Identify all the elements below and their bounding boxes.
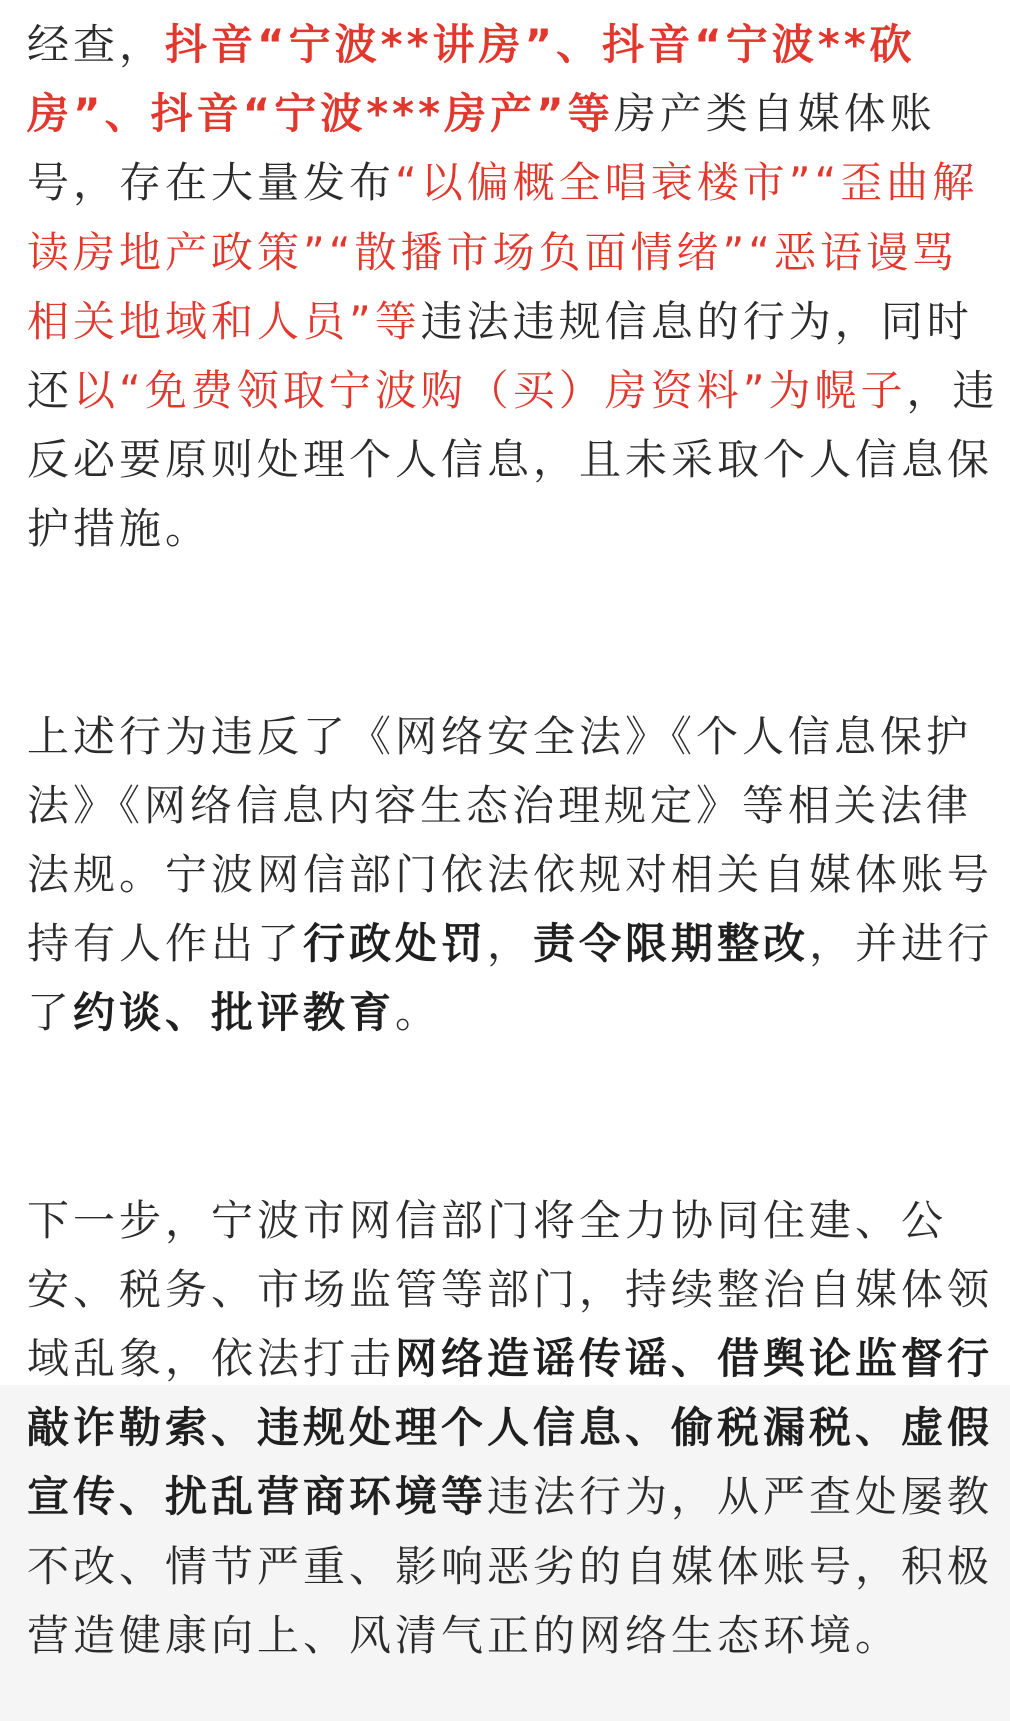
paragraph-next-steps xyxy=(27,1186,1002,1670)
paragraph-spacer xyxy=(27,564,1002,702)
paragraph-investigation xyxy=(27,10,1002,564)
paragraph-spacer xyxy=(27,1048,1002,1186)
text-segment: 经查， xyxy=(27,20,166,69)
text-segment: 上述行为违反了《网络安全法》《个人信息保护法》《网络信息内容生态治理规定》等相关法律法规。宁波网信部门依法依规对相关自媒体账号持有人作出了 xyxy=(27,711,994,969)
interview-education-bold: 约谈、批评教育 xyxy=(73,988,396,1038)
targeted-offenses-bold: 网络造谣传谣、借舆论监督行敲诈勒索、违规处理个人信息、偷税漏税、虚假宣传、扰乱营商环境等 xyxy=(27,1334,994,1522)
rectification-order-bold: 责令限期整改 xyxy=(533,919,810,969)
text-segment: 违法违规信息的行为，同时还 xyxy=(27,296,973,416)
text-segment: ，并进行了 xyxy=(27,919,994,1038)
text-segment: 下一步，宁波市网信部门将全力协同住建、公安、税务、市场监管等部门，持续整治自媒体领域乱象，依法打击 xyxy=(27,1195,994,1384)
text-segment: 房产类自媒体账号，存在大量发布 xyxy=(27,89,936,208)
text-segment: 违法行为，从严查处屡教不改、情节严重、影响恶劣的自媒体账号，积极营造健康向上、风清气正的网络生态环境。 xyxy=(27,1472,994,1660)
administrative-penalty-bold: 行政处罚 xyxy=(303,919,488,969)
text-segment: ，违反必要原则处理个人信息，且未采取个人信息保护措施。 xyxy=(27,366,999,554)
paragraph-penalty xyxy=(27,702,1002,1048)
account-names-highlight: 抖音“宁波**讲房”、抖音“宁波**砍房”、抖音“宁波***房产”等 xyxy=(27,20,916,139)
text-segment: 。 xyxy=(395,988,442,1038)
article-body xyxy=(27,10,1002,1670)
pretext-highlight: 以“免费领取宁波购（买）房资料”为幌子 xyxy=(73,366,907,416)
violation-types-highlight: “以偏概全唱衰楼市”“歪曲解读房地产政策”“散播市场负面情绪”“恶语谩骂相关地域和人员”等 xyxy=(27,158,979,346)
text-segment: ， xyxy=(487,919,534,969)
